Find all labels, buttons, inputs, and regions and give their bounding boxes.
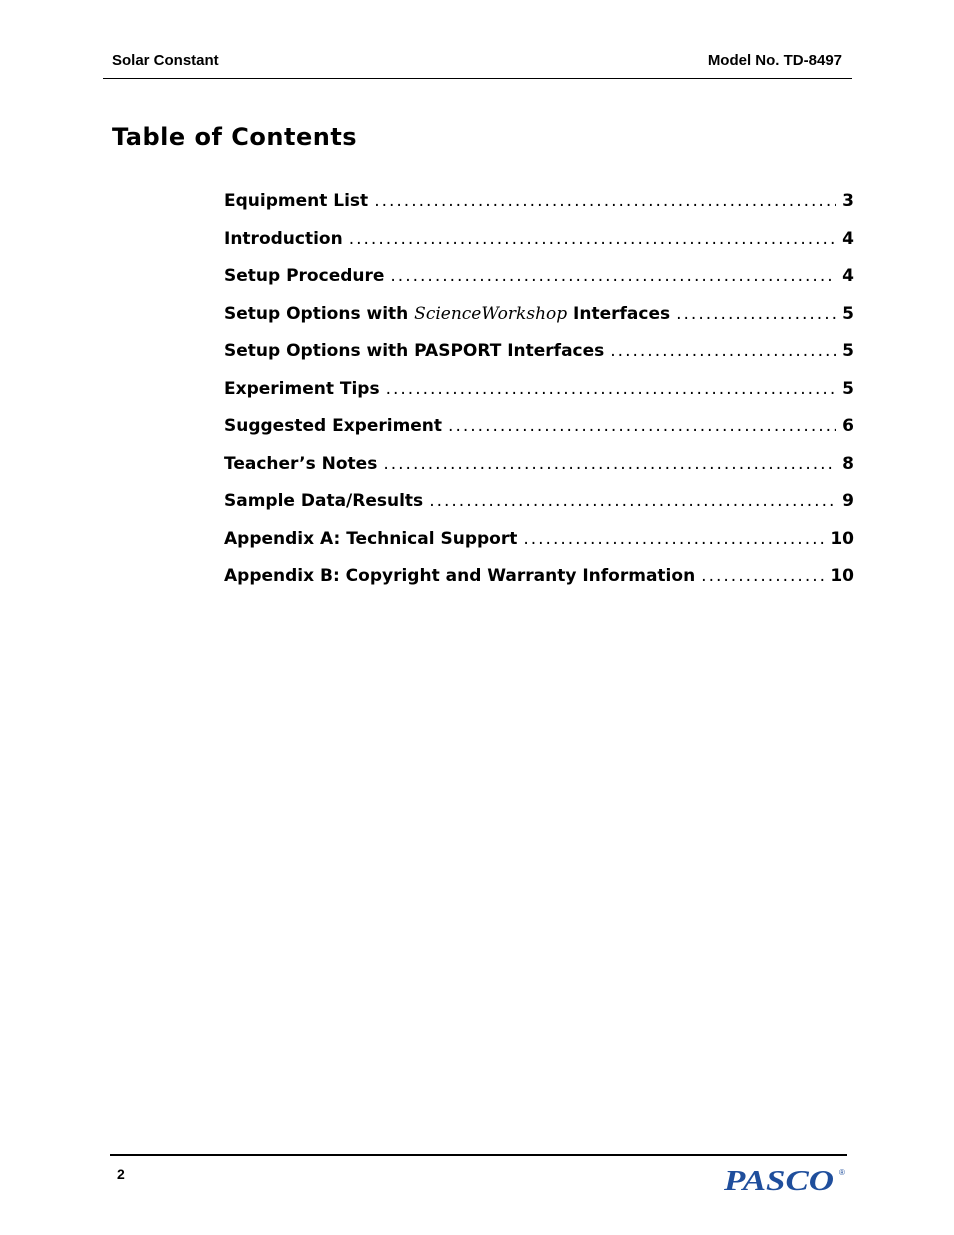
toc-leader-dots	[676, 301, 836, 327]
pasco-logo	[722, 1165, 848, 1195]
toc-entry[interactable]	[224, 376, 854, 414]
toc-label-italic: ScienceWorkshop	[414, 303, 568, 324]
toc-leader-dots	[349, 226, 836, 252]
toc-leader-dots	[610, 338, 836, 364]
toc-entry-label: Setup Procedure	[224, 266, 385, 286]
page-number: 2	[117, 1166, 125, 1182]
toc-entry-label: Setup Options with PASPORT Interfaces	[224, 341, 605, 361]
toc-label-prefix: Setup Options with	[224, 303, 415, 324]
toc-entry[interactable]	[224, 451, 854, 489]
toc-entry[interactable]	[224, 301, 854, 339]
toc-entry-label: Appendix B: Copyright and Warranty Information	[224, 566, 696, 586]
toc-entry[interactable]	[224, 338, 854, 376]
toc-entry-label: Suggested Experiment	[224, 416, 443, 436]
toc-entry-label: Experiment Tips	[224, 378, 380, 399]
toc-entry-page: 10	[830, 528, 854, 549]
toc-leader-dots	[701, 563, 824, 589]
footer-rule	[110, 1154, 847, 1156]
toc-entry-page: 4	[842, 228, 854, 249]
page-header	[103, 50, 852, 79]
toc-entry-page: 5	[842, 303, 854, 324]
toc-entry-label	[224, 301, 670, 327]
header-document-title: Solar Constant	[112, 52, 219, 69]
toc-leader-dots	[390, 263, 836, 289]
toc-label-suffix: Interfaces	[567, 303, 671, 324]
toc-leader-dots	[383, 451, 836, 477]
toc-leader-dots	[386, 376, 837, 402]
toc-leader-dots	[523, 526, 824, 552]
toc-entry[interactable]	[224, 526, 854, 564]
toc-entry-page: 6	[842, 416, 854, 436]
toc-entry-page: 5	[842, 341, 854, 361]
toc-entry[interactable]	[224, 226, 854, 264]
toc-entry-page: 10	[830, 566, 854, 586]
pasco-logo-text: PASCO	[722, 1166, 834, 1195]
toc-list	[224, 188, 854, 601]
registered-mark: ®	[839, 1168, 845, 1177]
toc-entry-label: Equipment List	[224, 191, 369, 211]
toc-entry-page: 5	[842, 378, 854, 399]
header-model-number: Model No. TD-8497	[707, 52, 842, 69]
toc-entry[interactable]	[224, 488, 854, 526]
toc-entry-label: Sample Data/Results	[224, 491, 424, 511]
toc-entry[interactable]	[224, 563, 854, 601]
page-title: Table of Contents	[112, 123, 358, 151]
toc-entry[interactable]	[224, 413, 854, 451]
toc-entry-page: 3	[842, 191, 854, 211]
toc-leader-dots	[448, 413, 836, 439]
toc-entry-label: Appendix A: Technical Support	[224, 528, 518, 549]
toc-entry-label: Teacher’s Notes	[224, 453, 378, 474]
toc-entry-page: 4	[842, 266, 854, 286]
toc-entry-page: 8	[842, 453, 854, 474]
toc-leader-dots	[374, 188, 836, 214]
toc-entry-page: 9	[842, 491, 854, 511]
toc-entry-label: Introduction	[224, 228, 343, 249]
toc-leader-dots	[429, 488, 836, 514]
toc-entry[interactable]	[224, 188, 854, 226]
toc-entry[interactable]	[224, 263, 854, 301]
